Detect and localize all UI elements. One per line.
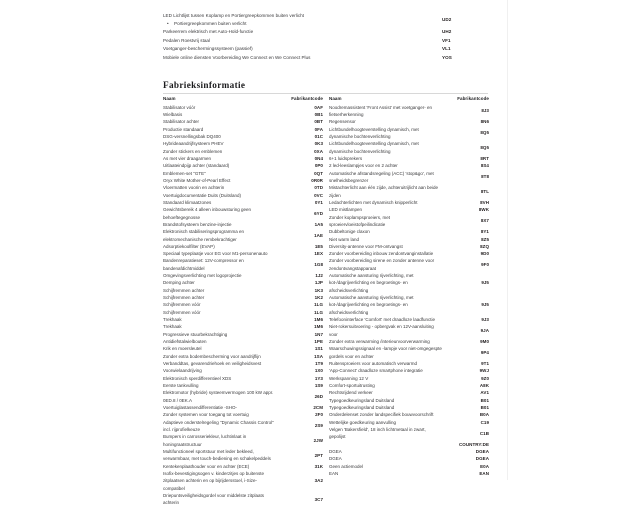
- table-row: [163, 448, 323, 463]
- option-name: Elektronisch sperdifferentieel XDS: [163, 375, 232, 381]
- top-option-name: Voetganger-beschermingssysteem (passief): [163, 46, 253, 52]
- option-name: Voorwielaandrijving: [163, 368, 202, 374]
- manufacturer-code: 1A5: [314, 221, 323, 227]
- top-option-row: [163, 37, 488, 45]
- table-row: [329, 360, 489, 367]
- manufacturer-code: 0BT: [314, 119, 323, 125]
- manufacturer-code: 8Q5: [480, 144, 489, 150]
- table-row: [163, 419, 323, 434]
- manufacturer-code: 1N7: [314, 331, 323, 337]
- top-options-list: [163, 12, 488, 62]
- manufacturer-code: 6YD: [314, 210, 323, 216]
- table-row: [163, 221, 323, 228]
- table-row: [163, 316, 323, 323]
- option-name: 'App-Connect' draadloze smartphone integratie: [329, 368, 423, 374]
- table-row: [329, 214, 489, 229]
- option-name: Zonder extra bodembescherming voor aandrijflijn: [163, 353, 261, 359]
- option-name: Progressieve stuurbekrachtiging: [163, 331, 228, 337]
- column-header-code: Fabrikantcode: [457, 96, 489, 101]
- option-name: Emblemen-set "GTE": [163, 170, 206, 176]
- table-row: [329, 250, 489, 257]
- manufacturer-code: 9J5: [481, 280, 489, 286]
- option-name: Trekhaak: [163, 317, 182, 323]
- table-row: [163, 162, 323, 169]
- option-name: Zonder voorbereiding inbouw zendontvanginstallatie: [329, 251, 434, 257]
- manufacturer-code: 8RT: [480, 155, 489, 161]
- manufacturer-code: 0XA: [314, 148, 323, 154]
- table-row: [329, 140, 489, 155]
- table-row: [329, 170, 489, 185]
- table-row: [163, 433, 323, 448]
- option-name: Elektronisch stabiliseringsprogramma en elektromechanische rembekrachtiger: [163, 229, 245, 242]
- table-row: [329, 184, 489, 199]
- top-option-code: UD2: [442, 16, 452, 22]
- option-name: Elektromotor (hybride) systeemvermogen 100 kW appr. 0ED.8 / 0EK.A: [163, 390, 274, 403]
- table-row: [163, 184, 323, 191]
- manufacturer-code: 9M0: [480, 339, 489, 345]
- manufacturer-code: 0QT: [314, 170, 323, 176]
- table-row: [329, 375, 489, 382]
- table-row: [329, 323, 489, 338]
- manufacturer-code: 0VC: [314, 192, 323, 198]
- option-name: Automatische aansturing rijverlichting, met kot-/dagrijverlichting en begroetings- en afscheidsverlichting: [329, 273, 414, 293]
- manufacturer-code: 1AE: [314, 232, 323, 238]
- table-row: [163, 250, 323, 257]
- option-name: Automatische afstandsregeling (ACC) 'stop&go', met snelheidsbegrenzer: [329, 170, 434, 183]
- top-option-name: Mobiele online diensten Voorbereiding We Connect en We Connect Plus: [163, 54, 311, 60]
- option-name: Schijfremmen achter: [163, 295, 205, 301]
- table-row: [329, 389, 489, 396]
- option-name: Multifunctioneel sportstuur met leder bekleed, verwarmbaar, met touch-bediening en schakelpeddels: [163, 449, 271, 462]
- table-row: [163, 243, 323, 250]
- table-row: [163, 279, 323, 286]
- option-name: Verbanddtas, gevarendriehoek en veiligheidsvest: [163, 361, 262, 367]
- manufacturer-code: 0AF: [314, 104, 323, 110]
- manufacturer-code: 1Y3: [314, 375, 323, 381]
- manufacturer-code: A8K: [479, 383, 489, 389]
- table-row: [163, 133, 323, 140]
- manufacturer-code: 9JA: [480, 328, 489, 334]
- option-name: Wielbasis: [163, 111, 183, 117]
- table-row: [163, 287, 323, 294]
- manufacturer-code: 9F0: [481, 262, 489, 268]
- table-row: [163, 463, 323, 470]
- manufacturer-code: 0R0R: [311, 177, 323, 183]
- manufacturer-code: 1EX: [314, 251, 323, 257]
- table-row: [163, 257, 323, 272]
- table-row: [163, 309, 323, 316]
- column-header-name: Naam: [163, 96, 176, 101]
- option-name: Voertuiglastassendifferentiatie -SHO-: [163, 405, 237, 411]
- option-name: Demping achter: [163, 280, 195, 286]
- manufacturer-code: 2S9: [314, 423, 323, 429]
- manufacturer-code: 1X0: [314, 368, 323, 374]
- table-row: [163, 155, 323, 162]
- option-name: As met vier draagarmen: [163, 155, 212, 161]
- option-name: Antidiefstalwielbouten: [163, 339, 207, 345]
- option-name: DGEA: [329, 456, 342, 462]
- option-name: EAN: [329, 471, 339, 476]
- table-row: [329, 419, 489, 426]
- table-row: [163, 111, 323, 118]
- table-row: [329, 118, 489, 125]
- option-name: Zonder systemen voor toegang tot voertuig: [163, 412, 249, 418]
- table-row: [329, 294, 489, 316]
- table-row: [163, 126, 323, 133]
- option-name: Dubbeltonige claxon: [329, 229, 370, 235]
- table-row: [329, 463, 489, 470]
- option-name: Driepuntsveiligheidsgordel voor middelste zitplaats achterin: [163, 492, 265, 506]
- manufacturer-code: 01C: [314, 133, 323, 139]
- manufacturer-code: 1PE: [314, 339, 323, 345]
- option-name: Bumpers in carrosseriekleur, luchtinlaat in honingraatstructuur: [163, 434, 247, 447]
- option-name: Niet warm land: [329, 236, 360, 242]
- top-option-row: [163, 54, 488, 62]
- manufacturer-code: 8T8: [481, 174, 489, 180]
- manufacturer-code: 0FA: [314, 126, 323, 132]
- manufacturer-code: 2F0: [315, 412, 323, 418]
- table-row: [329, 345, 489, 360]
- manufacturer-code: 8TL: [480, 188, 489, 194]
- manufacturer-code: 1JP: [314, 280, 323, 286]
- option-name: Noodremassistent 'Front Assist' met voetganger- en fietserherkenning: [329, 104, 433, 117]
- page-title: Fabrieksinformatie: [163, 80, 246, 90]
- table-row: [163, 338, 323, 345]
- table-row: [163, 389, 323, 404]
- table-row: [329, 272, 489, 294]
- manufacturer-code: 1K2: [314, 295, 323, 301]
- table-row: [329, 243, 489, 250]
- table-row: [329, 411, 489, 418]
- option-name: Zonder voorbereiding sirene en zonder antenne voor zendontvangstapparaat: [329, 258, 435, 271]
- table-row: [329, 367, 489, 374]
- option-name: LED mistlampen: [329, 207, 363, 213]
- option-name: Zonder extra verwarming /interieurvoorverwarming: [329, 339, 430, 345]
- manufacturer-code: 1SA: [314, 353, 323, 359]
- option-name: Schijfremmen achter: [163, 287, 205, 293]
- factory-info-tables: [163, 96, 489, 507]
- top-option-row: [163, 28, 488, 36]
- manufacturer-code: 3A2: [314, 478, 323, 484]
- manufacturer-code: 8Q5: [480, 130, 489, 136]
- manufacturer-code: 1S9: [314, 383, 323, 389]
- manufacturer-code: 9J3: [481, 317, 489, 323]
- table-row: [329, 257, 489, 272]
- table-row: [329, 404, 489, 411]
- option-name: Eerste tankvulling: [163, 383, 199, 389]
- manufacturer-code: 1S1: [314, 346, 323, 352]
- option-name: Comfort-sportuitrusting: [329, 383, 375, 389]
- table-row: [329, 104, 489, 119]
- manufacturer-code: 1G8: [314, 262, 323, 268]
- manufacturer-code: 8VH: [480, 199, 489, 205]
- option-name: Typegoedkeuringsland Duitsland: [329, 405, 395, 411]
- manufacturer-code: E0A: [480, 463, 489, 469]
- option-name: Werkspanning 12 V: [329, 375, 369, 381]
- manufacturer-code: 0N4: [314, 155, 323, 161]
- table-row: [163, 492, 323, 507]
- column-header-name: Naam: [329, 96, 342, 101]
- table-row: [163, 272, 323, 279]
- option-name: Vloermatten voorin en achterin: [163, 185, 225, 191]
- option-name: Speciaal typeplaatje voor EG voor M1-personenauto: [163, 251, 268, 257]
- manufacturer-code: B01: [480, 405, 489, 411]
- manufacturer-code: 0K3: [314, 141, 323, 147]
- table-row: [163, 177, 323, 184]
- option-name: Adaptieve onderstelregeling "Dynamic Chassis Control" incl. rijprofielkeuze: [163, 419, 274, 433]
- manufacturer-code: AV1: [480, 390, 489, 396]
- manufacturer-code: 8X7: [480, 218, 489, 224]
- table-row: [163, 404, 323, 411]
- table-row: [329, 448, 489, 455]
- manufacturer-code: 31K: [314, 463, 323, 469]
- option-name: Adsorptiekoolfilter (EVAP): [163, 243, 215, 249]
- manufacturer-code: 1J2: [315, 273, 323, 279]
- option-name: Schijfremmen vóór: [163, 302, 201, 308]
- table-row: [163, 382, 323, 389]
- manufacturer-code: 2PT: [314, 452, 323, 458]
- manufacturer-code: 8J3: [481, 108, 489, 114]
- top-option-row: [163, 45, 488, 53]
- manufacturer-code: 1LG: [314, 302, 323, 308]
- manufacturer-code: 9D0: [480, 251, 489, 257]
- table-row: [163, 323, 323, 330]
- option-name: DSG-versnellingsbak DQ400: [163, 133, 221, 139]
- table-row: [163, 411, 323, 418]
- option-name: Voertuigdocumentatie Duits (Duitsland): [163, 192, 242, 198]
- option-name: Productie standaard: [163, 126, 204, 132]
- option-name: Stabilisator vóór: [163, 104, 196, 110]
- option-name: Schijfremmen vóór: [163, 309, 201, 315]
- table-row: [163, 470, 323, 492]
- option-name: Regensensor: [329, 119, 356, 125]
- table-row: [163, 206, 323, 221]
- table-row: [329, 455, 489, 462]
- manufacturer-code: C19: [480, 419, 489, 425]
- top-option-code: YOS: [442, 54, 452, 60]
- option-name: Gewichtsbereik 4 alleen inbouwsturing geen behoeftegegnosse: [163, 207, 252, 220]
- option-name: Zonder koplampsproeiers, met sproeiervloeistofpeilindicatie: [329, 214, 391, 227]
- table-row: [329, 441, 489, 448]
- table-row: [329, 382, 489, 389]
- table-row: [329, 426, 489, 441]
- table-column-right: [329, 96, 489, 507]
- table-row: [163, 148, 323, 155]
- manufacturer-code: 0TD: [314, 185, 323, 191]
- table-row: [329, 155, 489, 162]
- option-name: Niet-rokersuitvoering - opbergvak en 12V-aansluiting voor: [329, 324, 434, 337]
- manufacturer-code: 9Z0: [481, 375, 489, 381]
- option-name: Omgevingsverlichting met logoprojectie: [163, 273, 242, 279]
- manufacturer-code: C1B: [479, 430, 489, 436]
- option-name: Bandenreparatieset: 12V-compressor en bandenafdichtmiddel: [163, 258, 244, 271]
- table-row: [163, 192, 323, 199]
- table-row: [163, 353, 323, 360]
- manufacturer-code: B0A: [479, 412, 489, 418]
- manufacturer-code: 9WJ: [479, 368, 489, 374]
- table-row: [329, 470, 489, 477]
- table-row: [163, 199, 323, 206]
- option-name: Zonder stickers en emblemen: [163, 148, 223, 154]
- option-name: Rechtsrijdend verkeer: [329, 390, 373, 396]
- option-name: Kentekenplaathouder voor en achter (ECE): [163, 463, 250, 469]
- manufacturer-code: B01: [480, 397, 489, 403]
- table-row: [329, 126, 489, 141]
- option-name: Brandstofsysteem benzine-injectie: [163, 221, 232, 227]
- table-row: [163, 367, 323, 374]
- manufacturer-code: 9J5: [481, 302, 489, 308]
- option-name: Typegoedkeuringsland Duitsland: [329, 397, 395, 403]
- manufacturer-code: 8N6: [480, 119, 489, 125]
- table-row: [329, 236, 489, 243]
- table-row: [329, 397, 489, 404]
- manufacturer-code: 0Y1: [314, 199, 323, 205]
- option-name: 6+1 luidsprekers: [329, 155, 363, 161]
- table-row: [163, 104, 323, 111]
- page-edge-rule: [507, 0, 508, 480]
- title-divider: [163, 93, 488, 94]
- option-name: Ledachterlichten met dynamisch knipperlicht: [329, 199, 418, 205]
- manufacturer-code: 2CM: [313, 405, 323, 411]
- manufacturer-code: 1K3: [314, 287, 323, 293]
- table-row: [163, 140, 323, 147]
- option-name: Onderdelenset zonder landspecifiek bouwvoorschrift: [329, 412, 434, 418]
- manufacturer-code: 8Z5: [481, 236, 489, 242]
- option-name: Mistachterlicht aan één zijde, achteruitrijlicht aan beide zijden: [329, 185, 439, 198]
- option-name: Waarschuwingssignaal en -lampje voor niet-omgegespte gordels voor en achter: [329, 346, 442, 359]
- table-row: [163, 345, 323, 352]
- manufacturer-code: COUNTRY:DE: [459, 441, 489, 447]
- manufacturer-code: 8WK: [478, 207, 489, 213]
- manufacturer-code: DGEA: [475, 449, 489, 455]
- option-name: Isofix-bevestigingsogen v. kinderzitjes op buitenste zitplaatsen achterin en op bijrijdersstoel, i-Size-compatibel: [163, 471, 264, 491]
- manufacturer-code: 1E5: [314, 243, 323, 249]
- manufacturer-code: DGEA: [475, 456, 489, 462]
- manufacturer-code: 8S4: [480, 163, 489, 169]
- manufacturer-code: 1M6: [314, 317, 323, 323]
- manufacturer-code: 2JW: [313, 438, 323, 444]
- table-header-right: [329, 96, 489, 104]
- table-row: [163, 301, 323, 308]
- top-option-code: VF1: [442, 37, 451, 43]
- manufacturer-code: 9T1: [481, 361, 489, 367]
- table-row: [329, 162, 489, 169]
- option-name: Geen actiemodel: [329, 463, 364, 469]
- option-name: Standaard klimaatzones: [163, 199, 212, 205]
- manufacturer-code: 8Y1: [480, 229, 489, 235]
- table-column-left: [163, 96, 323, 507]
- option-name: Telefooninterface 'Comfort' met draadloze laadfunctie: [329, 317, 436, 323]
- option-name: Trekhaak: [163, 324, 182, 330]
- table-row: [163, 170, 323, 177]
- manufacturer-code: 3C7: [314, 496, 323, 502]
- table-row: [163, 228, 323, 243]
- option-name: Lichtbundelhoogteverstelling dynamisch, met dynamische bochtenverlichting: [329, 141, 419, 154]
- option-name: 2 led-leeslampjes voor en 2 achter: [329, 163, 398, 169]
- table-row: [329, 199, 489, 206]
- table-row: [329, 228, 489, 235]
- manufacturer-code: 8ZQ: [480, 243, 489, 249]
- manufacturer-code: 26D: [314, 394, 323, 400]
- table-row: [163, 375, 323, 382]
- table-header-left: [163, 96, 323, 104]
- option-name: DGEA: [329, 449, 342, 455]
- top-option-name: LED Lichtlijst tussen Koplamp en Portiergreepkommen buiten verlicht • Portiergreepkommen buiten verlicht: [163, 12, 442, 28]
- table-row: [329, 206, 489, 213]
- manufacturer-code: EAN: [479, 471, 489, 476]
- manufacturer-code: 0B1: [314, 111, 323, 117]
- option-name: Diversity-antenne voor FM-ontvangst: [329, 243, 403, 249]
- manufacturer-code: 9P4: [480, 350, 489, 356]
- option-name: Automatische aansturing rijverlichting, met kot-/dagrijverlichting en begroetings- en afscheidsverlichting: [329, 295, 414, 315]
- top-option-code: VL1: [442, 46, 451, 52]
- option-name: [329, 442, 447, 447]
- manufacturer-code: 1T9: [315, 361, 323, 367]
- option-name: Uitlaateindpijp achter (standaard): [163, 163, 230, 169]
- table-row: [163, 294, 323, 301]
- option-name: Hybrideaandrijfsysteem PHEV: [163, 141, 224, 147]
- option-name: Ruitensproeiers voor automatisch verwarmd: [329, 361, 418, 367]
- table-row: [329, 338, 489, 345]
- top-option-row: [163, 12, 488, 28]
- option-name: Krik en moersleutel: [163, 346, 202, 352]
- top-option-code: UH2: [442, 29, 452, 35]
- option-name: Oryx White Mother-of-Pearl Effect: [163, 177, 231, 183]
- top-option-name: Parkeerrem elektrisch met Auto-Hold-functie: [163, 29, 254, 35]
- manufacturer-code: 0P0: [314, 163, 323, 169]
- option-name: Wettelijke goedkeuring aanvulling: [329, 419, 396, 425]
- manufacturer-code: 1LG: [314, 309, 323, 315]
- option-name: Stabilisator achter: [163, 119, 200, 125]
- manufacturer-code: 1M6: [314, 324, 323, 330]
- option-name: Velgen 'Bakersfield', 18 inch lichtmetaal in zwart, gepolijst: [329, 427, 426, 440]
- top-option-subitem: • Portiergreepkommen buiten verlicht: [163, 20, 436, 28]
- table-row: [163, 331, 323, 338]
- column-header-code: Fabrikantcode: [291, 96, 323, 101]
- table-row: [329, 316, 489, 323]
- top-option-name: Pedalen Roestvrij staal: [163, 37, 210, 43]
- option-name: Lichtbundelhoogteverstelling dynamisch, met dynamische bochtenverlichting: [329, 126, 419, 139]
- table-row: [163, 360, 323, 367]
- table-row: [163, 118, 323, 125]
